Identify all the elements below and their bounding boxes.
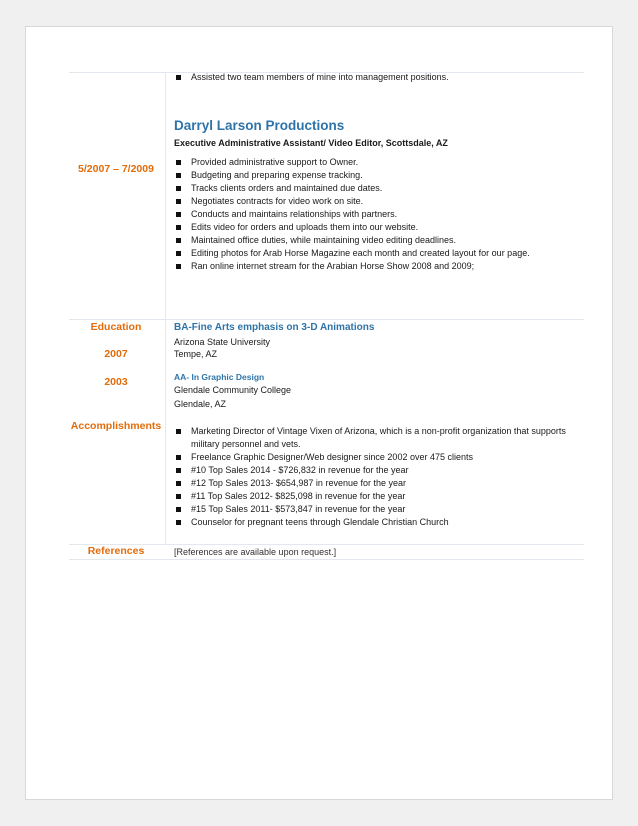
job-title: Executive Administrative Assistant/ Video Editor, Scottsdale, AZ xyxy=(174,138,448,148)
prior-bullet-list xyxy=(174,71,594,84)
accomplishment-item: Freelance Graphic Designer/Web designer since 2002 over 475 clients xyxy=(174,451,594,464)
accomplishment-item: #11 Top Sales 2012- $825,098 in revenue for the year xyxy=(174,490,594,503)
references-label: References xyxy=(87,545,145,557)
job-bullet-list xyxy=(174,156,594,273)
job-bullet-item: Ran online internet stream for the Arabian Horse Show 2008 and 2009; xyxy=(174,260,594,273)
job-bullet-item: Tracks clients orders and maintained due dates. xyxy=(174,182,594,195)
prior-bullet-item: Assisted two team members of mine into management positions. xyxy=(174,71,594,84)
references-text: [References are available upon request.] xyxy=(174,547,337,557)
education-block xyxy=(174,321,594,410)
job-bullet-item: Budgeting and preparing expense tracking. xyxy=(174,169,594,182)
education-label: Education xyxy=(90,321,142,333)
job-bullet-item: Provided administrative support to Owner. xyxy=(174,156,594,169)
job-bullet-item: Negotiates contracts for video work on site. xyxy=(174,195,594,208)
education-year-2007: 2007 xyxy=(104,348,128,360)
degree-aa: AA- In Graphic Design xyxy=(174,372,265,382)
job-block xyxy=(174,118,594,273)
job-dates: 5/2007 – 7/2009 xyxy=(78,163,154,175)
accomplishments-list xyxy=(174,425,594,529)
resume-page xyxy=(25,26,613,800)
job-bullet-item: Conducts and maintains relationships with partners. xyxy=(174,208,594,221)
prior-job-bullets xyxy=(174,71,594,84)
company-name: Darryl Larson Productions xyxy=(174,118,345,133)
job-bullet-item: Maintained office duties, while maintaining video editing deadlines. xyxy=(174,234,594,247)
accomplishment-item: Marketing Director of Vintage Vixen of Arizona, which is a non-profit organization that supports military personnel and vets. xyxy=(174,425,594,451)
school-gcc: Glendale Community College xyxy=(174,385,292,395)
school-asu: Arizona State University xyxy=(174,337,271,347)
accomplishments-label: Accomplishments xyxy=(70,420,162,432)
accomplishments-block xyxy=(174,425,594,529)
references-bottom-rule xyxy=(69,559,584,560)
accomplishment-item: Counselor for pregnant teens through Glendale Christian Church xyxy=(174,516,594,529)
education-year-2003: 2003 xyxy=(104,376,128,388)
job-bullet-item: Edits video for orders and uploads them into our website. xyxy=(174,221,594,234)
accomplishment-item: #10 Top Sales 2014 - $726,832 in revenue for the year xyxy=(174,464,594,477)
location-glendale: Glendale, AZ xyxy=(174,399,227,409)
location-tempe: Tempe, AZ xyxy=(174,349,218,359)
education-rule xyxy=(69,319,584,320)
accomplishment-item: #12 Top Sales 2013- $654,987 in revenue for the year xyxy=(174,477,594,490)
job-bullet-item: Editing photos for Arab Horse Magazine each month and created layout for our page. xyxy=(174,247,594,260)
column-divider xyxy=(165,72,166,544)
degree-ba: BA-Fine Arts emphasis on 3-D Animations xyxy=(174,322,375,333)
accomplishment-item: #15 Top Sales 2011- $573,847 in revenue for the year xyxy=(174,503,594,516)
